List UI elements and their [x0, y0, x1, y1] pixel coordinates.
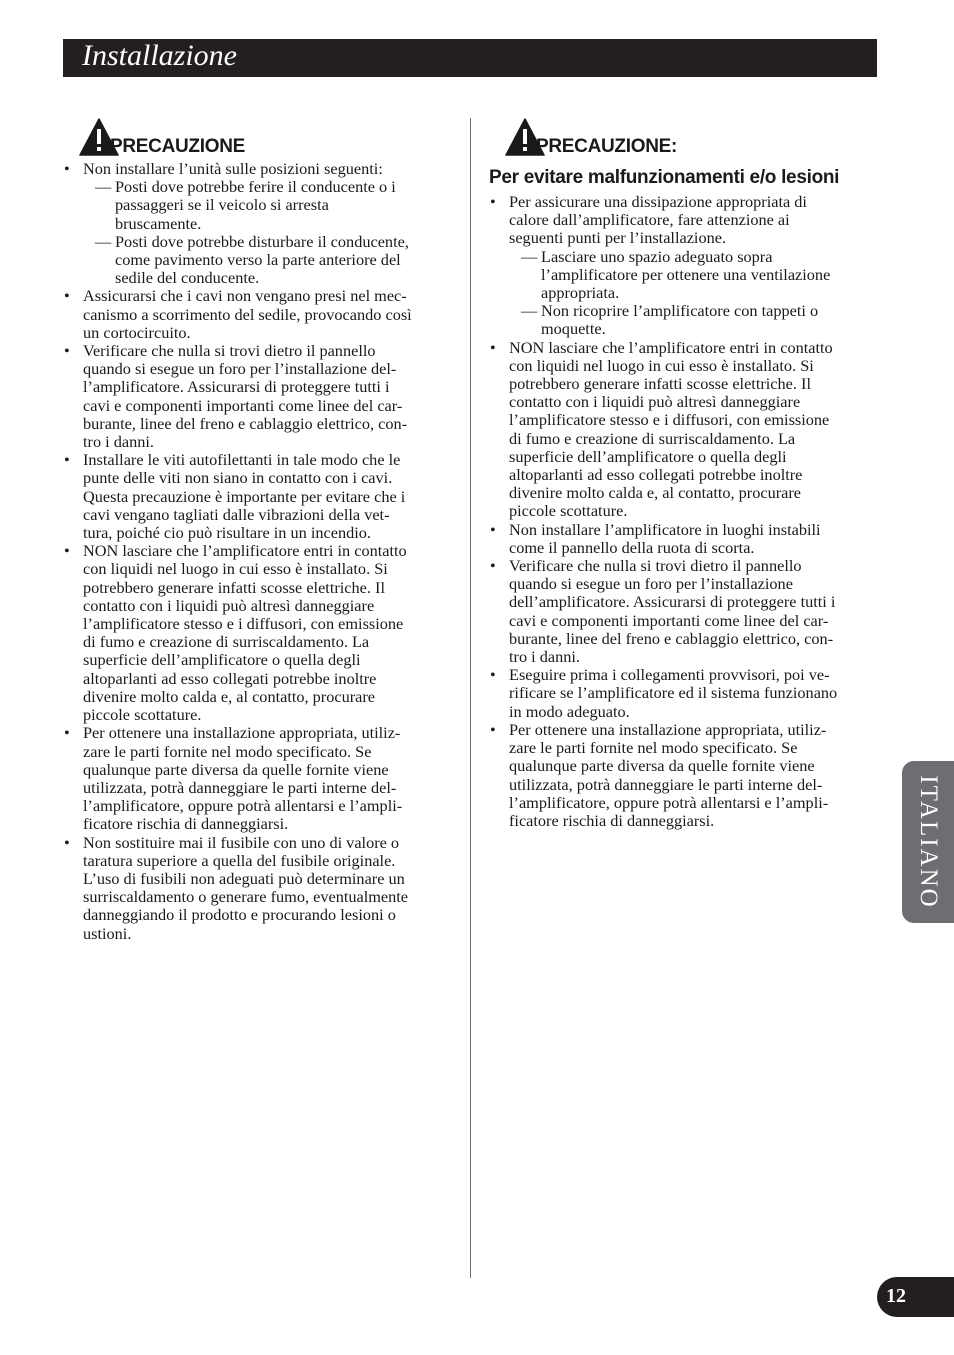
right-column — [489, 118, 881, 830]
text-line: • Installare le viti autofilettanti in tale modo che le — [83, 450, 401, 470]
right-bullet-list — [489, 193, 881, 830]
dash-marker: — — [521, 301, 538, 321]
text-line: cavi vengano tagliati dalle vibrazioni della vet- — [83, 504, 390, 524]
text-line: appropriata. — [541, 283, 620, 303]
sub-item — [83, 178, 453, 233]
sub-item — [83, 233, 453, 288]
page-title: Installazione — [82, 39, 237, 72]
text-line: • Per ottenere una installazione appropriata, utiliz- — [83, 723, 401, 743]
text-line: • Per ottenere una installazione appropriata, utiliz- — [509, 719, 827, 739]
bullet-item — [63, 451, 453, 542]
text-line: superficie dell’amplificatore o quella degli — [83, 650, 361, 670]
bullet-item — [489, 557, 881, 666]
text-line: come il pannello della ruota di scorta. — [509, 537, 755, 557]
text-line: • Non sostituire mai il fusibile con uno di valore o — [83, 832, 400, 852]
text-line: • NON lasciare che l’amplificatore entri in contatto — [83, 541, 407, 561]
bullet-item — [63, 542, 453, 724]
text-line: l’amplificatore, oppure potrà allentarsi e l’ampli- — [83, 796, 403, 816]
text-line: come pavimento verso la parte anteriore del — [115, 250, 401, 270]
text-line: quando si esegue un foro per l’installazione — [509, 574, 793, 594]
text-line: • Non installare l’unità sulle posizioni seguenti: — [83, 159, 383, 178]
text-line: quando si esegue un foro per l’installazione del- — [83, 359, 397, 379]
text-line: qualunque parte diversa da quelle fornite viene — [83, 759, 389, 779]
left-caution-heading: PRECAUZIONE — [110, 136, 245, 157]
bullet-item — [489, 521, 881, 557]
text-line: piccole scottature. — [509, 501, 628, 521]
text-line: • Assicurarsi che i cavi non vengano presi nel mec- — [83, 286, 407, 306]
language-tab — [902, 761, 954, 923]
text-line: • Non installare l’amplificatore in luoghi instabili — [509, 519, 821, 539]
text-line: seguenti punti per l’installazione. — [509, 228, 727, 248]
text-line: danneggiando il prodotto e procurando lesioni o — [83, 905, 396, 925]
text-line: bruscamente. — [115, 213, 202, 233]
text-line: l’amplificatore. Assicurarsi di proteggere tutti i — [83, 377, 390, 397]
left-caution-heading-row — [63, 118, 453, 160]
text-line: Questa precauzione è importante per evitare che i — [83, 486, 406, 506]
text-line: Non ricoprire l’amplificatore con tappeti o — [541, 301, 819, 321]
dash-marker: — — [95, 177, 112, 197]
left-column — [63, 118, 453, 943]
text-line: con liquidi nel luogo in cui esso è installato. Si — [83, 559, 388, 579]
text-line: burante, linee del freno e cablaggio elettrico, con- — [509, 628, 834, 648]
text-line: dell’amplificatore. Assicurarsi di proteggere tutti i — [509, 592, 836, 612]
sub-list — [509, 248, 881, 339]
text-line: zare le parti fornite nel modo specificato. Se — [83, 741, 372, 761]
text-line: calore dall’amplificatore, fare attenzione ai — [509, 210, 790, 230]
text-line: con liquidi nel luogo in cui esso è installato. Si — [509, 355, 814, 375]
left-bullet-list — [63, 160, 453, 943]
text-line: punte delle viti non siano in contatto con i cavi. — [83, 468, 393, 488]
text-line: rificare se l’amplificatore ed il sistema funzionano — [509, 683, 838, 703]
text-line: Lasciare uno spazio adeguato sopra — [541, 246, 773, 266]
text-line: l’amplificatore, oppure potrà allentarsi e l’ampli- — [509, 792, 829, 812]
bullet-item — [489, 339, 881, 521]
right-caution-heading: PRECAUZIONE: — [536, 136, 678, 157]
text-line: • Verificare che nulla si trovi dietro il pannello — [509, 556, 802, 576]
text-line: l’amplificatore stesso e i diffusori, con emissione — [509, 410, 830, 430]
text-line: • Verificare che nulla si trovi dietro il pannello — [83, 341, 376, 361]
bullet-item — [63, 834, 453, 943]
text-line: taratura superiore a quella del fusibile originale. — [83, 850, 396, 870]
text-line: contatto con i liquidi può altresì danneggiare — [83, 595, 375, 615]
text-line: tro i danni. — [509, 647, 580, 667]
text-line: qualunque parte diversa da quelle fornite viene — [509, 756, 815, 776]
bullet-item — [63, 342, 453, 451]
text-line: • Per assicurare una dissipazione appropriata di — [509, 192, 807, 211]
page-number-badge — [877, 1277, 954, 1317]
text-line: un cortocircuito. — [83, 322, 191, 342]
text-line: potrebbero generare infatti scosse elettriche. Il — [509, 374, 811, 394]
text-line: burante, linee del freno e cablaggio elettrico, con- — [83, 413, 408, 433]
text-line: L’uso di fusibili non adeguati può determinare un — [83, 868, 405, 888]
sub-item — [509, 248, 881, 303]
text-line: ustioni. — [83, 923, 132, 943]
text-line: piccole scottature. — [83, 705, 202, 725]
text-line: in modo adeguato. — [509, 701, 630, 721]
text-line: tura, poiché cio può risultare in un incendio. — [83, 523, 372, 543]
text-line: utilizzata, potrà danneggiare le parti interne del- — [83, 777, 397, 797]
text-line: divenire molto calda e, al contatto, procurare — [509, 483, 802, 503]
column-divider — [470, 118, 471, 1278]
text-line: di fumo e creazione di surriscaldamento. La — [509, 428, 796, 448]
text-line: di fumo e creazione di surriscaldamento. La — [83, 632, 370, 652]
text-line: passaggeri se il veicolo si arresta — [115, 195, 329, 215]
text-line: l’amplificatore per ottenere una ventilazione — [541, 264, 831, 284]
bullet-item — [489, 666, 881, 721]
right-caution-subheading: Per evitare malfunzionamenti e/o lesioni — [489, 167, 840, 188]
bullet-item — [63, 724, 453, 833]
text-line: Posti dove potrebbe ferire il conducente o i — [115, 177, 396, 197]
text-line: cavi e componenti importanti come linee del car- — [83, 395, 403, 415]
text-line: Posti dove potrebbe disturbare il conducente, — [115, 231, 409, 251]
text-line: divenire molto calda e, al contatto, procurare — [83, 686, 376, 706]
text-line: • Eseguire prima i collegamenti provvisori, poi ve- — [509, 665, 830, 685]
text-line: sedile del conducente. — [115, 268, 260, 288]
text-line: cavi e componenti importanti come linee del car- — [509, 610, 829, 630]
sub-item — [509, 302, 881, 338]
text-line: l’amplificatore stesso e i diffusori, con emissione — [83, 614, 404, 634]
text-line: altoparlanti ad esso collegati potrebbe inoltre — [83, 668, 377, 688]
text-line: canismo a scorrimento del sedile, provocando così — [83, 304, 412, 324]
bullet-item — [489, 721, 881, 830]
text-line: tro i danni. — [83, 432, 154, 452]
dash-marker: — — [521, 246, 538, 266]
text-line: ficatore rischia di danneggiarsi. — [83, 814, 289, 834]
right-caution-heading-row — [489, 118, 881, 160]
bullet-item — [63, 287, 453, 342]
language-tab-label: ITALIANO — [915, 775, 942, 909]
page-number: 12 — [886, 1285, 906, 1307]
bullet-item — [63, 160, 453, 287]
sub-list — [83, 178, 453, 287]
text-line: zare le parti fornite nel modo specificato. Se — [509, 738, 798, 758]
text-line: altoparlanti ad esso collegati potrebbe inoltre — [509, 465, 803, 485]
text-line: utilizzata, potrà danneggiare le parti interne del- — [509, 774, 823, 794]
title-bar — [63, 39, 877, 77]
text-line: moquette. — [541, 319, 606, 339]
text-line: superficie dell’amplificatore o quella degli — [509, 446, 787, 466]
dash-marker: — — [95, 231, 112, 251]
text-line: ficatore rischia di danneggiarsi. — [509, 810, 715, 830]
text-line: potrebbero generare infatti scosse elettriche. Il — [83, 577, 385, 597]
text-line: contatto con i liquidi può altresì danneggiare — [509, 392, 801, 412]
text-line: • NON lasciare che l’amplificatore entri in contatto — [509, 337, 833, 357]
bullet-item — [489, 193, 881, 339]
text-line: surriscaldamento o generare fumo, eventualmente — [83, 887, 409, 907]
